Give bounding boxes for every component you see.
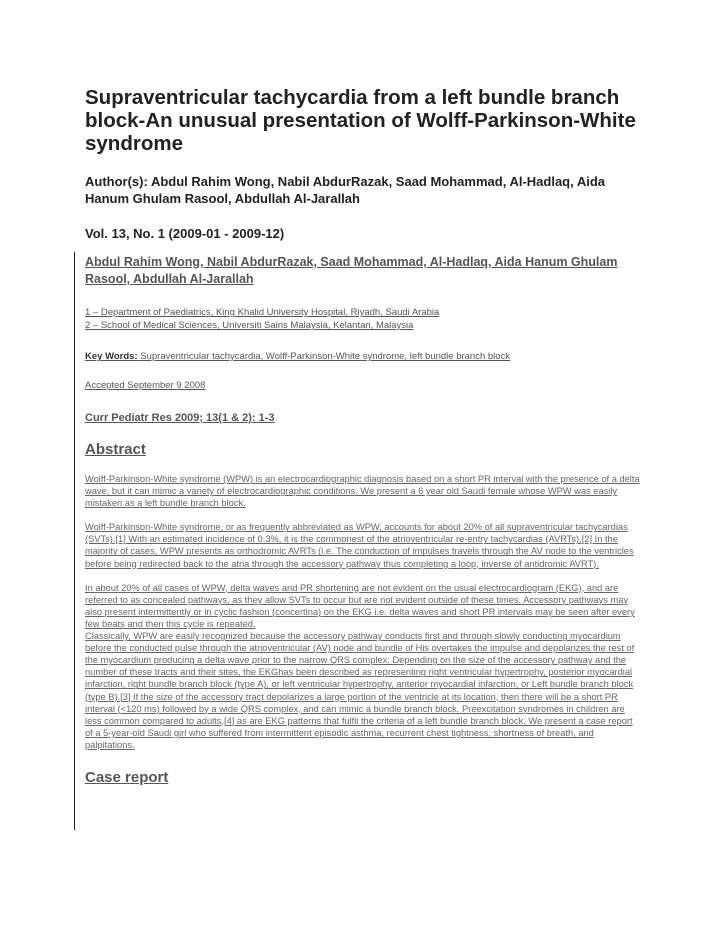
volume-info: Vol. 13, No. 1 (2009-01 - 2009-12) (85, 226, 285, 241)
article-body (85, 254, 640, 787)
left-border-line (74, 252, 75, 830)
case-report-heading[interactable]: Case report (85, 768, 169, 786)
affiliation-2[interactable]: 2 – School of Medical Sciences, Universiti Sains Malaysia, Kelantan, Malaysia (85, 320, 414, 331)
citation[interactable]: Curr Pediatr Res 2009; 13(1 & 2): 1-3 (85, 412, 275, 424)
body-authors-link[interactable]: Abdul Rahim Wong, Nabil AbdurRazak, Saad Mohammad, Al-Hadlaq, Aida Hanum Ghulam Rasool, Abdullah Al-Jarallah (85, 255, 618, 286)
affiliation-1[interactable]: 1 – Department of Paediatrics, King Khalid University Hospital, Riyadh, Saudi Arabia (85, 307, 440, 318)
keywords-text: Supraventricular tachycardia, Wolff-Parkinson-White syndrome, left bundle branch block (137, 351, 511, 362)
keywords-label: Key Words: (85, 351, 138, 362)
abstract-paragraph-3[interactable]: In about 20% of all cases of WPW, delta waves and PR shortening are not evident on the usual electrocardiogram (EKG), and are referred to as concealed pathways, as they allow SVTs to occur but are not evident outside of these times. Accessory pathways may also present intermittently or in cyclic fashion (concertina) on the EKG i.e. delta waves and short PR intervals may be seen after every few beats and then this cycle is repeated. (85, 582, 635, 629)
keywords[interactable] (85, 350, 640, 363)
abstract-paragraph-4[interactable]: Classically, WPW are easily recognized because the accessory pathway conducts first and through slowly conducting myocardium before the conducted pulse through the atrioventricular (AV) node and bundle of His overtakes the impulse and depolarizes the rest of the myocardium producing a delta wave prior to the narrow QRS complex. Depending on the size of the accessory pathway and the number of these tracts and their sites, the EKGhas been described as representing right ventricular hypertrophy, posterior myocardial infarction, right bundle branch block (type A), or left ventricular hypertrophy, anterior myocardial infarction, or Left bundle branch block (type B).[3] If the size of the accessory tract depolarizes a large portion of the ventricle at its location, then there will be a short PR interval (<120 ms) followed by a wide QRS complex, and can mimic a bundle branch block. Preexcitation syndromes in children are less common compared to adults,[4] as are EKG patterns that fulfil the criteria of a left bundle branch block. We present a case report of a 5-year-old Saudi girl who suffered from intermittent episodic asthma, recurrent chest tightness, shortness of breath, and palpitations. (85, 631, 635, 750)
abstract-heading[interactable]: Abstract (85, 441, 146, 458)
abstract-paragraph-1[interactable]: Wolff-Parkinson-White syndrome (WPW) is an electrocardiographic diagnosis based on a short PR interval with the presence of a delta wave, but it can mimic a variety of electrocardiographic conditions. We present a 6 year old Saudi female whose WPW was easily mistaken as a left bundle branch block. (85, 474, 640, 509)
article-header (85, 86, 645, 242)
abstract-paragraph-2[interactable]: Wolff-Parkinson-White syndrome, or as frequently abbreviated as WPW, accounts for about 20% of all supraventricular tachycardias (SVTs).[1] With an estimated incidence of 0.3%, it is the commonest of the atrioventricular re-entry tachycardias (AVRTs).[2] In the majority of cases, WPW presents as orthodromic AVRTs (i.e. The conduction of impulses travels through the AV node to the ventricles before being redirected back to the atria through the accessory pathway thus completing a loop, inverse of antidromic AVRT). (85, 522, 634, 569)
affiliations (85, 306, 640, 332)
header-authors: Author(s): Abdul Rahim Wong, Nabil AbdurRazak, Saad Mohammad, Al-Hadlaq, Aida Hanum Ghulam Rasool, Abdullah Al-Jarallah (85, 174, 606, 206)
accepted-date[interactable]: Accepted September 9 2008 (85, 380, 206, 391)
article-title: Supraventricular tachycardia from a left bundle branch block-An unusual presentation of Wolff-Parkinson-White syndrome (85, 86, 636, 155)
